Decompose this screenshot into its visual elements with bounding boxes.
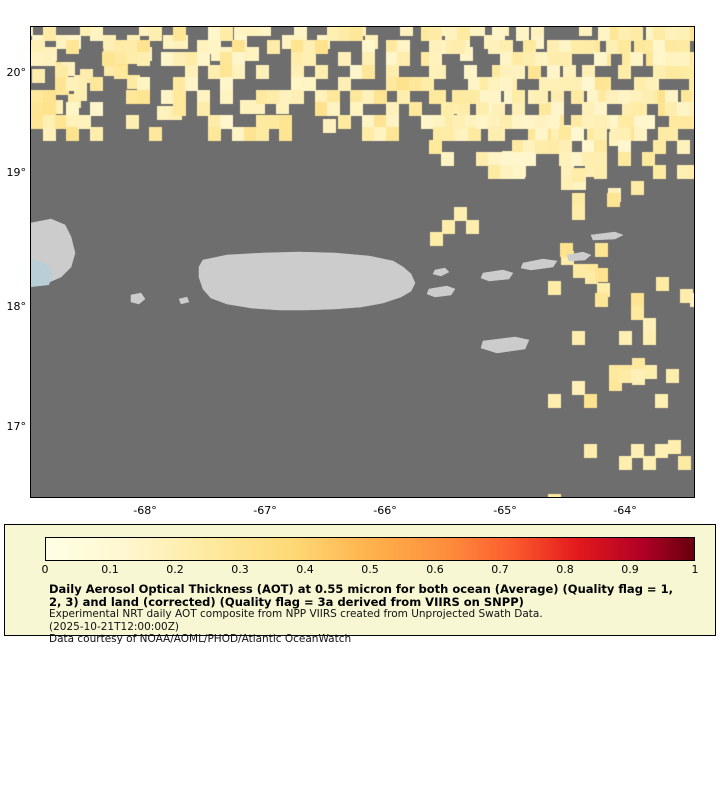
land-tortola <box>521 259 557 270</box>
x-tick-0: -68° <box>133 504 157 517</box>
land-st-thomas <box>481 270 513 281</box>
legend-panel <box>4 524 716 645</box>
x-tick-4: -64° <box>613 504 637 517</box>
x-tick-3: -65° <box>493 504 517 517</box>
legend-title-line1: Daily Aerosol Optical Thickness (AOT) at 0.55 micron for both ocean (Average) (Quality flag = 1, <box>49 582 673 596</box>
colorbar-tick-4: 0.4 <box>296 563 314 576</box>
map-plot-area[interactable] <box>30 26 695 498</box>
colorbar-tick-3: 0.3 <box>231 563 249 576</box>
colorbar-tick-5: 0.5 <box>361 563 379 576</box>
coastline-layer <box>31 27 694 497</box>
land-culebra <box>433 268 449 276</box>
y-tick-3: 17° <box>6 420 26 433</box>
colorbar-tick-1: 0.1 <box>101 563 119 576</box>
colorbar-tick-2: 0.2 <box>166 563 184 576</box>
land-virgin-gorda <box>567 252 591 261</box>
colorbar-tick-10: 1 <box>691 563 699 576</box>
land-vieques <box>427 286 455 297</box>
colorbar-tick-7: 0.7 <box>491 563 509 576</box>
colorbar-tick-6: 0.6 <box>426 563 444 576</box>
land-st-croix <box>481 337 529 353</box>
colorbar-tick-8: 0.8 <box>556 563 574 576</box>
legend-subtitle-line1: Experimental NRT daily AOT composite from NPP VIIRS created from Unprojected Swath Data. <box>49 608 543 620</box>
x-tick-2: -66° <box>373 504 397 517</box>
legend-credit: Data courtesy of NOAA/AOML/PHOD/Atlantic OceanWatch <box>49 633 352 645</box>
land-desecheo <box>179 297 189 304</box>
legend-subtitle-line2: (2025-10-21T12:00:00Z) <box>49 620 179 633</box>
y-tick-2: 18° <box>6 300 26 313</box>
x-tick-1: -67° <box>253 504 277 517</box>
land-mona-island <box>131 293 145 304</box>
map-panel <box>6 26 695 517</box>
legend-text-block <box>49 583 689 646</box>
colorbar-tick-9: 0.9 <box>621 563 639 576</box>
land-puerto-rico <box>199 252 415 310</box>
aot-colorbar[interactable] <box>45 537 695 561</box>
legend-title-line2: 2, 3) and land (corrected) (Quality flag = 3a derived from VIIRS on SNPP) <box>49 594 524 609</box>
land-anegada <box>591 232 623 240</box>
y-tick-1: 19° <box>6 166 26 179</box>
colorbar-wrap <box>41 537 699 576</box>
y-tick-0: 20° <box>6 66 26 79</box>
colorbar-tick-0: 0 <box>41 563 49 576</box>
